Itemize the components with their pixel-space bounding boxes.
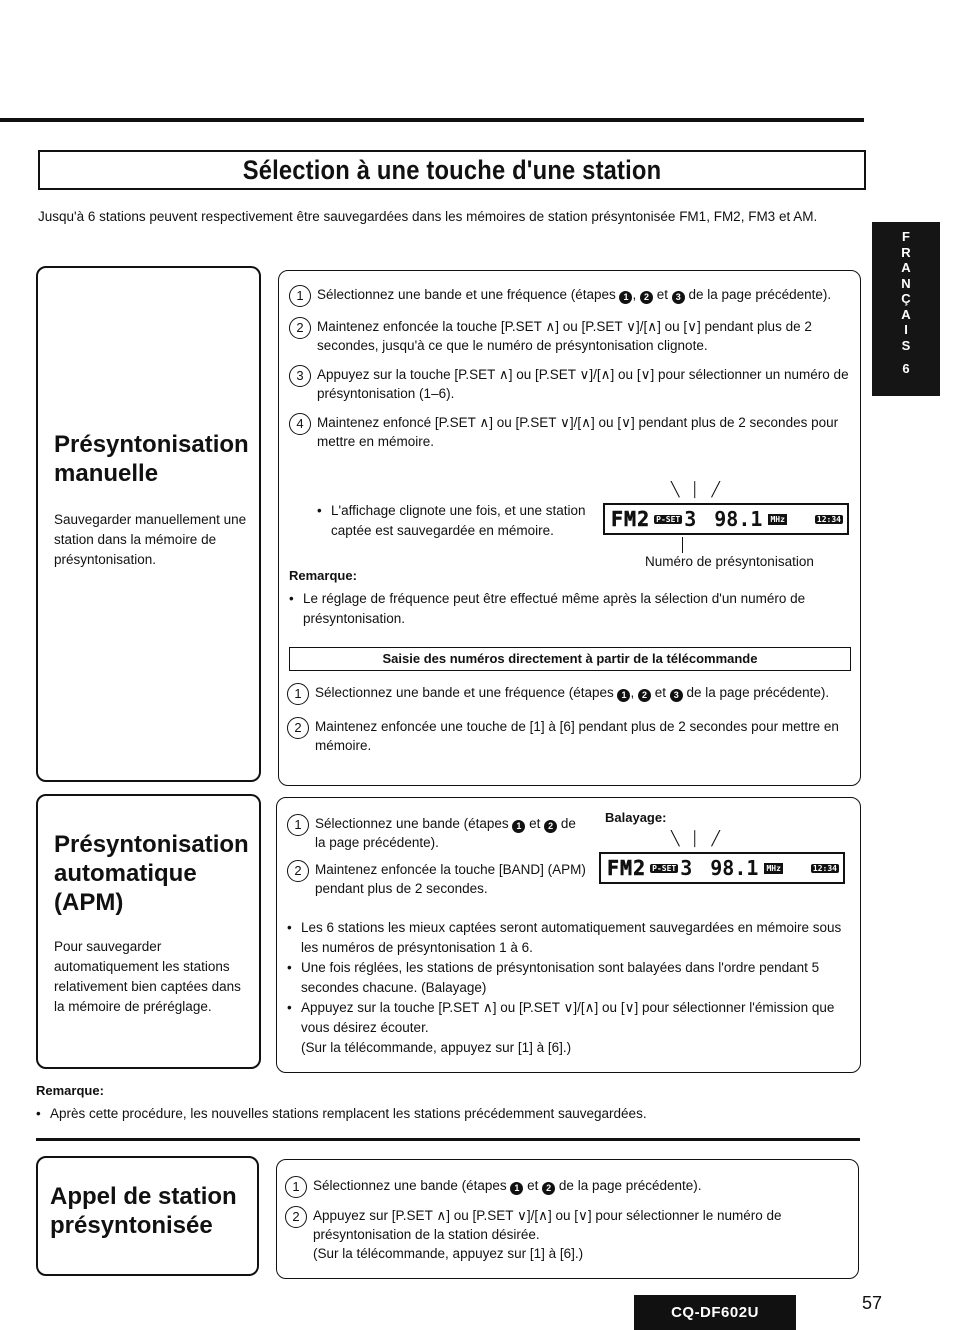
step-number-icon: 3	[289, 365, 311, 387]
recall-heading-line2: présyntonisée	[50, 1212, 213, 1239]
side-tab-letter: S	[901, 337, 911, 353]
lcd-unit: MHz	[770, 514, 785, 524]
lcd-band: FM2	[611, 507, 651, 531]
step-text: Sélectionnez une bande (étapes	[313, 1178, 511, 1193]
step-number-icon: 2	[287, 717, 309, 739]
bullet-text: Une fois réglées, les stations de présyntonisation sont balayées dans l'ordre pendant 5 secondes chacune. (Balayage)	[301, 960, 820, 995]
recall-heading-line1: Appel de station	[50, 1183, 237, 1210]
page-number: 57	[862, 1293, 883, 1313]
side-tab-letter: Ç	[901, 291, 911, 306]
lcd-frequency: 98.1	[714, 507, 763, 531]
manual-step-3	[289, 365, 853, 403]
lcd-frequency: 98.1	[710, 856, 759, 880]
step-text: Sélectionnez une bande et une fréquence (étapes	[317, 287, 620, 302]
step-ref-3-icon: 3	[670, 689, 683, 702]
step-text: Appuyez sur [P.SET ∧] ou [P.SET ∨]/[∧] ou [∨] pour sélectionner le numéro de présyntonisation de la station désirée.	[313, 1208, 782, 1242]
step-ref-1-icon: 1	[619, 291, 632, 304]
preset-number-caption: Numéro de présyntonisation	[645, 554, 814, 569]
recall-label-box	[36, 1156, 259, 1276]
auto-step-2	[287, 860, 587, 898]
auto-bullet-2: • Une fois réglées, les stations de présyntonisation sont balayées dans l'ordre pendant 5 secondes chacune. (Balayage)	[287, 958, 851, 998]
step-ref-1-icon: 1	[510, 1182, 523, 1195]
blink-rays-icon: ╲ │ ╱	[671, 481, 720, 497]
title-box	[38, 150, 866, 190]
auto-steps-box	[276, 797, 861, 1073]
step-text: de la page précédente).	[315, 816, 576, 850]
step-number-icon: 2	[285, 1206, 307, 1228]
top-rule	[0, 118, 864, 122]
caption-pointer-line	[682, 537, 683, 553]
auto-bullet-3: • Appuyez sur la touche [P.SET ∧] ou [P.SET ∨]/[∧] ou [∨] pour sélectionner l'émission que vous désirez écouter.	[287, 998, 851, 1038]
auto-description: Pour sauvegarder automatiquement les stations relativement bien captées dans la mémoire de préréglage.	[54, 939, 241, 1014]
manual-display-bullet: • L'affichage clignote une fois, et une station captée est sauvegardée en mémoire.	[317, 501, 587, 541]
step-number-icon: 1	[287, 814, 309, 836]
manual-heading-line2: manuelle	[54, 460, 159, 487]
lcd-band: FM2	[607, 856, 647, 880]
auto-heading-line3: (APM)	[54, 889, 124, 916]
lcd-clock-tag: 12:34	[816, 514, 841, 524]
remote-step-2	[287, 717, 853, 755]
step-text: et	[525, 816, 545, 831]
auto-heading-line1: Présyntonisation	[54, 831, 249, 858]
remote-subheading: Saisie des numéros directement à partir de la télécommande	[382, 651, 758, 666]
language-side-tab	[872, 222, 940, 396]
bullet-text: L'affichage clignote une fois, et une station captée est sauvegardée en mémoire.	[331, 503, 586, 538]
model-badge: CQ-DF602U	[634, 1295, 796, 1330]
recall-remote-note: (Sur la télécommande, appuyez sur [1] à [6].)	[313, 1246, 584, 1261]
step-ref-2-icon: 2	[640, 291, 653, 304]
step-text: de la page précédente).	[682, 685, 830, 700]
remark-text: Le réglage de fréquence peut être effectué même après la sélection d'un numéro de présyntonisation.	[303, 591, 806, 626]
lcd-display-auto	[599, 852, 845, 884]
lcd-display-manual	[603, 503, 849, 535]
remote-subheading-box	[289, 647, 851, 671]
step-text: de la page précédente).	[684, 287, 832, 302]
step-text: Appuyez sur la touche [P.SET ∧] ou [P.SET ∨]/[∧] ou [∨] pour sélectionner un numéro de présyntonisation (1–6).	[317, 367, 849, 401]
remark-text: Après cette procédure, les nouvelles stations remplacent les stations précédemment sauvegardées.	[50, 1106, 647, 1121]
step-number-icon: 2	[287, 860, 309, 882]
step-text: Maintenez enfoncée une touche de [1] à [6] pendant plus de 2 secondes pour mettre en mémoire.	[315, 719, 839, 753]
intro-text: Jusqu'à 6 stations peuvent respectivement être sauvegardées dans les mémoires de station présyntonisée FM1, FM2, FM3 et AM.	[38, 209, 818, 224]
step-ref-3-icon: 3	[672, 291, 685, 304]
step-text: et	[523, 1178, 543, 1193]
side-tab-letter: A	[901, 306, 911, 322]
step-ref-2-icon: 2	[638, 689, 651, 702]
recall-step-1	[285, 1176, 851, 1198]
manual-description: Sauvegarder manuellement une station dans la mémoire de présyntonisation.	[54, 512, 247, 567]
step-number-icon: 1	[289, 285, 311, 307]
side-tab-letter: N	[901, 275, 911, 291]
auto-bullet-1: • Les 6 stations les mieux captées seront automatiquement sauvegardées en mémoire sous les numéros de présyntonisation 1 à 6.	[287, 918, 851, 958]
recall-steps-box	[276, 1159, 859, 1279]
step-ref-2-icon: 2	[544, 820, 557, 833]
lcd-preset: 3	[680, 856, 693, 880]
side-tab-letter: R	[901, 244, 911, 260]
step-number-icon: 4	[289, 413, 311, 435]
step-ref-2-icon: 2	[542, 1182, 555, 1195]
manual-steps-box	[278, 270, 861, 786]
step-number-icon: 2	[289, 317, 311, 339]
step-ref-1-icon: 1	[512, 820, 525, 833]
step-text: Sélectionnez une bande (étapes	[315, 816, 513, 831]
manual-remark: • Le réglage de fréquence peut être effectué même après la sélection d'un numéro de présyntonisation.	[289, 589, 853, 629]
step-text: de la page précédente).	[555, 1178, 702, 1193]
manual-heading-line1: Présyntonisation	[54, 431, 249, 458]
manual-label-box	[36, 266, 261, 782]
step-text: Maintenez enfoncé [P.SET ∧] ou [P.SET ∨]/[∧] ou [∨] pendant plus de 2 secondes pour mettre en mémoire.	[317, 415, 839, 449]
manual-step-2	[289, 317, 853, 355]
lcd-unit: MHz	[766, 863, 781, 873]
auto-remote-note: (Sur la télécommande, appuyez sur [1] à [6].)	[301, 1040, 572, 1055]
step-ref-1-icon: 1	[617, 689, 630, 702]
remote-step-1: 1 Sélectionnez une bande et une fréquence (étapes 1 , 2 et 3 de la page précédente).	[287, 683, 853, 705]
step-text: Maintenez enfoncée la touche [P.SET ∧] ou [P.SET ∨]/[∧] ou [∨] pendant plus de 2 secondes, jusqu'à ce que le numéro de présyntonisation clignote.	[317, 319, 812, 353]
middle-rule	[36, 1138, 860, 1141]
lcd-pset-tag: P-SET	[652, 863, 677, 873]
scan-label: Balayage:	[605, 810, 667, 825]
step-number-icon: 1	[285, 1176, 307, 1198]
remark2-label: Remarque:	[36, 1083, 104, 1098]
lcd-preset: 3	[684, 507, 697, 531]
recall-step-2	[285, 1206, 851, 1263]
manual-remark-label: Remarque:	[289, 568, 357, 583]
page-title: Sélection à une touche d'une station	[242, 155, 662, 185]
step-number-icon: 1	[287, 683, 309, 705]
step-text: Maintenez enfoncée la touche [BAND] (APM) pendant plus de 2 secondes.	[315, 862, 586, 896]
manual-step-4	[289, 413, 853, 451]
bullet-text: Appuyez sur la touche [P.SET ∧] ou [P.SET ∨]/[∧] ou [∨] pour sélectionner l'émission que vous désirez écouter.	[301, 1000, 835, 1035]
step-text: Sélectionnez une bande et une fréquence (étapes	[315, 685, 618, 700]
bullet-text: Les 6 stations les mieux captées seront automatiquement sauvegardées en mémoire sous les numéros de présyntonisation 1 à 6.	[301, 920, 842, 955]
auto-heading-line2: automatique	[54, 860, 197, 887]
side-tab-page: 6	[902, 361, 910, 376]
auto-step-1	[287, 814, 587, 852]
auto-label-box	[36, 794, 261, 1069]
remark2: • Après cette procédure, les nouvelles stations remplacent les stations précédemment sauvegardées.	[36, 1104, 866, 1124]
lcd-clock-tag: 12:34	[812, 863, 837, 873]
side-tab-letter: A	[901, 260, 911, 275]
blink-rays-icon: ╲ │ ╱	[671, 830, 720, 846]
side-tab-letter: I	[904, 322, 908, 337]
lcd-pset-tag: P-SET	[656, 514, 681, 524]
side-tab-letter: F	[902, 229, 910, 244]
manual-step-1: 1 Sélectionnez une bande et une fréquence (étapes 1 , 2 et 3 de la page précédente).	[289, 285, 853, 307]
